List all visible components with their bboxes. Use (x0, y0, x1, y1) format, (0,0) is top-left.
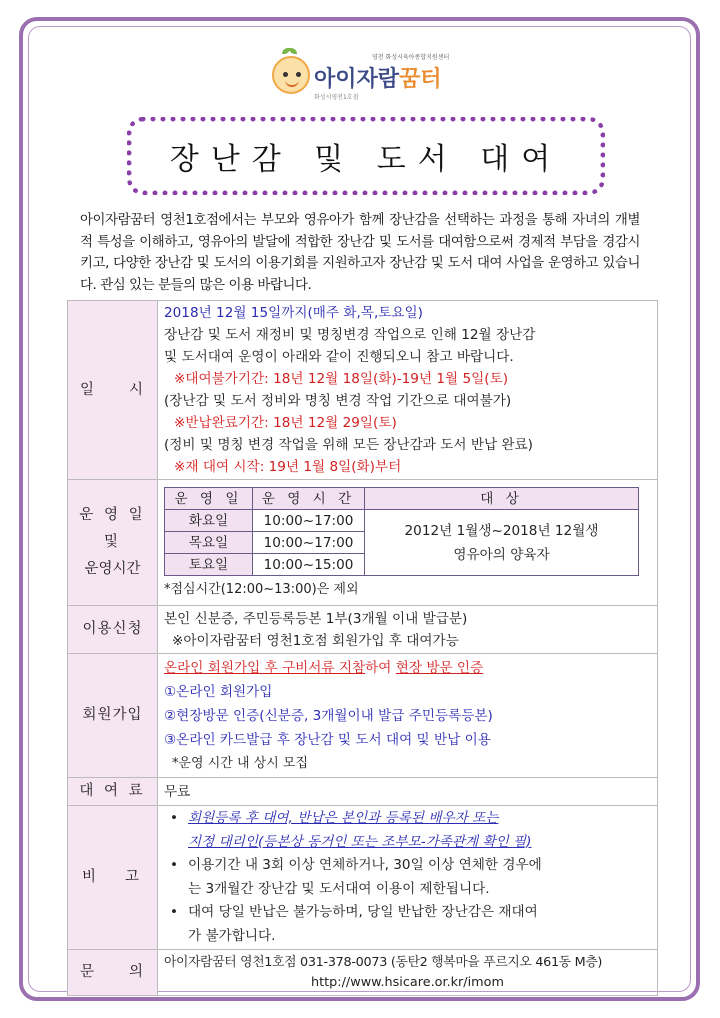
schedule-content (158, 301, 658, 480)
membership-step-2: ②현장방문 인증(신분증, 3개월이내 발급 주민등록등본) (164, 707, 493, 724)
operation-content (158, 480, 658, 606)
website-link[interactable]: http://www.hsicare.or.kr/imom (311, 974, 504, 990)
membership-row (68, 654, 658, 778)
col-header-time: 운 영 시 간 (253, 488, 365, 510)
time-cell: 10:00~15:00 (253, 554, 365, 576)
logo-top-text: 영천 화성시육아종합지원센터 (372, 54, 450, 61)
contact-row (68, 950, 658, 996)
application-content (158, 606, 658, 654)
membership-note: *운영 시간 내 상시 모집 (172, 755, 309, 771)
membership-content (158, 654, 658, 778)
contact-label: 문 의 (68, 950, 158, 996)
logo-name: 아이자람꿈터 (314, 67, 442, 92)
target-cell: 2012년 1월생~2018년 12월생 영유아의 양육자 (365, 510, 639, 576)
intro-paragraph: 아이자람꿈터 영천1호점에서는 부모와 영유아가 함께 장난감을 선택하는 과정을 통해 자녀의 개별적 특성을 이해하고, 영유아의 발달에 적합한 장난감 및 도서를 대여함으로써 경제적 부담을 경감시키고, 다양한 장난감 및 도서의 이용기회를 지원하고자 장난감 및 도서 대여 사업을 운영하고 있습니다. 관심 있는 분들의 많은 이용 바랍니다. (80, 213, 640, 293)
application-line-2: ※아이자람꿈터 영천1호점 회원가입 후 대여가능 (172, 632, 459, 649)
logo (266, 46, 506, 106)
lunch-note: *점심시간(12:00~13:00)은 제외 (164, 582, 359, 597)
schedule-line-8: ※재 대여 시작: 19년 1월 8일(화)부터 (174, 459, 402, 475)
remark-item-1: • 회원등록 후 대여, 반납은 본인과 등록된 배우자 또는 (170, 810, 499, 826)
remarks-label: 비 고 (68, 806, 158, 950)
info-table (67, 300, 658, 996)
table-row (165, 510, 639, 532)
application-row (68, 606, 658, 654)
operation-schedule-table (164, 487, 639, 576)
logo-sub-text: 화성시영천1호점 (314, 94, 359, 101)
schedule-line-2: 장난감 및 도서 재정비 및 명칭변경 작업으로 인해 12월 장난감 (164, 327, 536, 343)
remark-item-3: • 대여 당일 반납은 불가능하며, 당일 반납한 장난감은 재대여 (170, 904, 538, 920)
fee-value: 무료 (158, 778, 658, 806)
schedule-label: 일 시 (68, 301, 158, 480)
col-header-day: 운 영 일 (165, 488, 253, 510)
child-face-icon (272, 56, 310, 94)
schedule-line-6: ※반납완료기간: 18년 12월 29일(토) (174, 415, 397, 431)
time-cell: 10:00~17:00 (253, 532, 365, 554)
schedule-line-1: 2018년 12월 15일까지(매주 화,목,토요일) (164, 305, 423, 321)
day-cell: 화요일 (165, 510, 253, 532)
schedule-line-4: ※대여불가기간: 18년 12월 18일(화)-19년 1월 5일(토) (174, 371, 509, 387)
title-box (127, 117, 605, 195)
schedule-line-7: (정비 및 명칭 변경 작업을 위해 모든 장난감과 도서 반납 완료) (164, 437, 533, 453)
application-label: 이용신청 (68, 606, 158, 654)
contact-line: 아이자람꿈터 영천1호점 031-378-0073 (동탄2 행복마을 푸르지오 461동 M층) (164, 954, 603, 970)
membership-step-3: ③온라인 카드발급 후 장난감 및 도서 대여 및 반납 이용 (164, 731, 491, 748)
remarks-content: • 회원등록 후 대여, 반납은 본인과 등록된 배우자 또는 지정 대리인(등본상 동거인 또는 조부모-가족관계 확인 필) • 이용기간 내 3회 이상 연체하거나, 30일 이상 연체한 경우에 는 3개월간 장난감 및 도서대여 이용이 제한됩니다. • 대여 당일 반납은 불가능하며, 당일 반납한 장난감은 재대여 가 불가합니다. (158, 806, 658, 950)
membership-step-1: ①온라인 회원가입 (164, 683, 273, 700)
fee-label: 대 여 료 (68, 778, 158, 806)
day-cell: 목요일 (165, 532, 253, 554)
application-line-1: 본인 신분증, 주민등록등본 1부(3개월 이내 발급분) (164, 610, 468, 627)
operation-label: 운 영 일 및 운영시간 (68, 480, 158, 606)
schedule-row (68, 301, 658, 480)
schedule-line-5: (장난감 및 도서 정비와 명칭 변경 작업 기간으로 대여불가) (164, 393, 512, 409)
time-cell: 10:00~17:00 (253, 510, 365, 532)
remark-item-2: • 이용기간 내 3회 이상 연체하거나, 30일 이상 연체한 경우에 (170, 857, 542, 873)
col-header-target: 대 상 (365, 488, 639, 510)
day-cell: 토요일 (165, 554, 253, 576)
membership-line-1: 온라인 회원가입 후 구비서류 지참하여 현장 방문 인증 (164, 659, 484, 676)
operation-row (68, 480, 658, 606)
schedule-line-3: 및 도서대여 운영이 아래와 같이 진행되오니 참고 바랍니다. (164, 349, 514, 365)
membership-label: 회원가입 (68, 654, 158, 778)
fee-row (68, 778, 658, 806)
contact-content (158, 950, 658, 996)
page-title: 장난감 및 도서 대여 (169, 142, 563, 177)
remarks-row (68, 806, 658, 950)
